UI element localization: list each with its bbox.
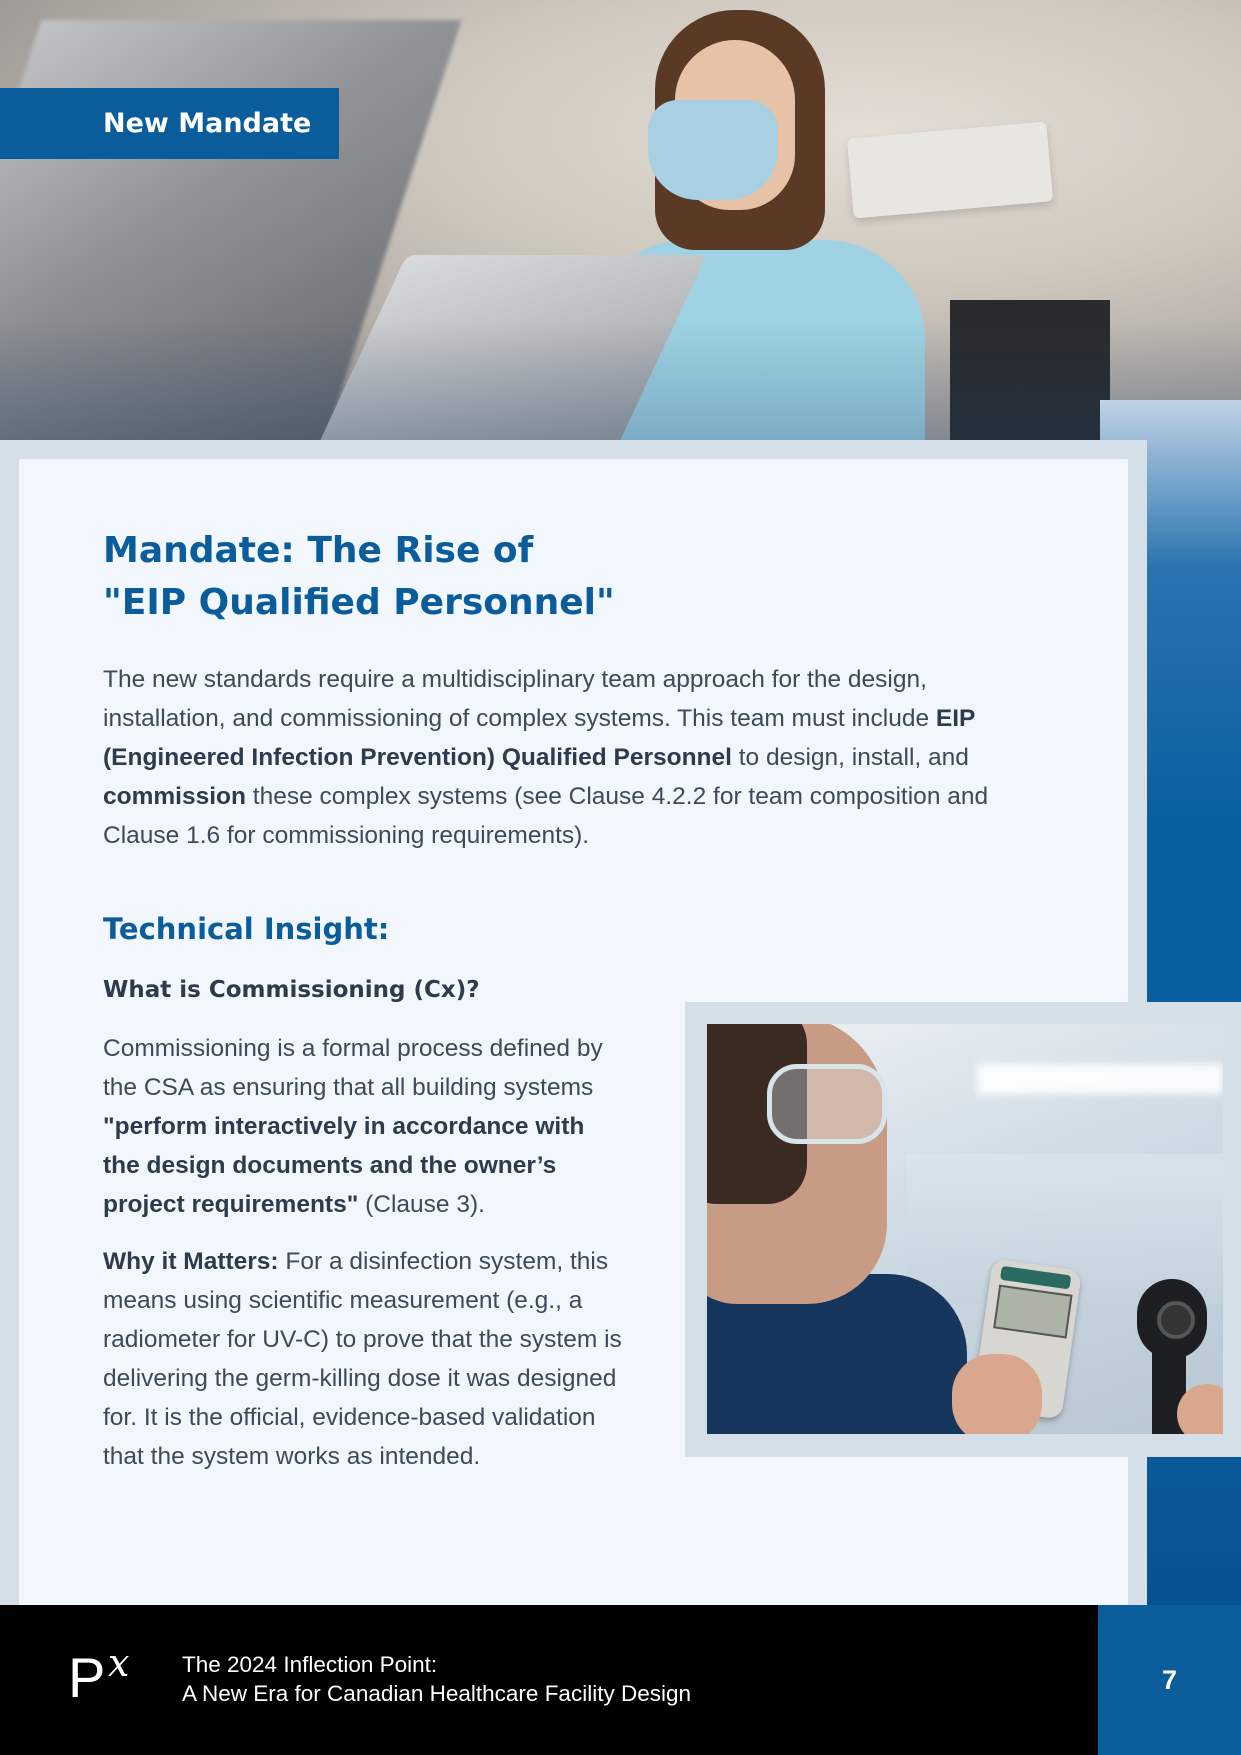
why-it-matters-label: Why it Matters: (103, 1248, 279, 1275)
definition-clause: (Clause 3). (358, 1191, 485, 1218)
technician-hand-left (952, 1354, 1042, 1434)
ceiling-light (977, 1064, 1223, 1094)
radiometer-screen (993, 1285, 1072, 1339)
definition-text: Commissioning is a formal process defined by the CSA as ensuring that all building systems (103, 1035, 603, 1101)
section-tag: New Mandate (0, 88, 339, 159)
side-photo-technician-radiometer (707, 1024, 1223, 1434)
page-number: 7 (1098, 1605, 1241, 1755)
uv-sensor-probe (1137, 1279, 1207, 1359)
intro-bold-commission: commission (103, 783, 246, 810)
footer-title-line-1: The 2024 Inflection Point: (182, 1652, 438, 1677)
intro-paragraph (103, 660, 1033, 855)
intro-text-1: The new standards require a multidisciplinary team approach for the design, installation, and commissioning of complex systems. This team must include (103, 666, 936, 732)
footer-document-title (182, 1650, 691, 1708)
logo-superscript: x (108, 1641, 130, 1685)
page-title-line-2: "EIP Qualified Personnel" (103, 582, 615, 623)
brand-logo (68, 1641, 130, 1709)
commissioning-definition (103, 1029, 623, 1224)
intro-text-2: to design, install, and (731, 744, 969, 771)
commissioning-question: What is Commissioning (Cx)? (103, 977, 480, 1003)
technical-insight-heading: Technical Insight: (103, 912, 390, 946)
page-title-line-1: Mandate: The Rise of (103, 530, 534, 571)
safety-goggles (767, 1064, 887, 1144)
nurse-face-mask (648, 100, 778, 200)
why-it-matters-paragraph (103, 1242, 623, 1476)
definition-quote: "perform interactively in accordance with the design documents and the owner’s project requirements" (103, 1113, 585, 1218)
hero-photo-nurse-with-laptop (0, 0, 1241, 440)
page-title (103, 525, 803, 629)
sensor-lens (1157, 1301, 1195, 1339)
intro-bold-eip: EIP (Engineered Infection Prevention) Qualified Personnel (103, 705, 975, 771)
footer-title-line-2: A New Era for Canadian Healthcare Facility Design (182, 1681, 691, 1706)
logo-letter: P (68, 1646, 106, 1709)
why-it-matters-text: For a disinfection system, this means using scientific measurement (e.g., a radiometer for UV-C) to prove that the system is delivering the germ-killing dose it was designed for. It is the official, evidence-based validation that the system works as intended. (103, 1248, 622, 1470)
intro-text-3: these complex systems (see Clause 4.2.2 for team composition and Clause 1.6 for commissioning requirements). (103, 783, 989, 849)
hero-fade (0, 320, 1241, 440)
